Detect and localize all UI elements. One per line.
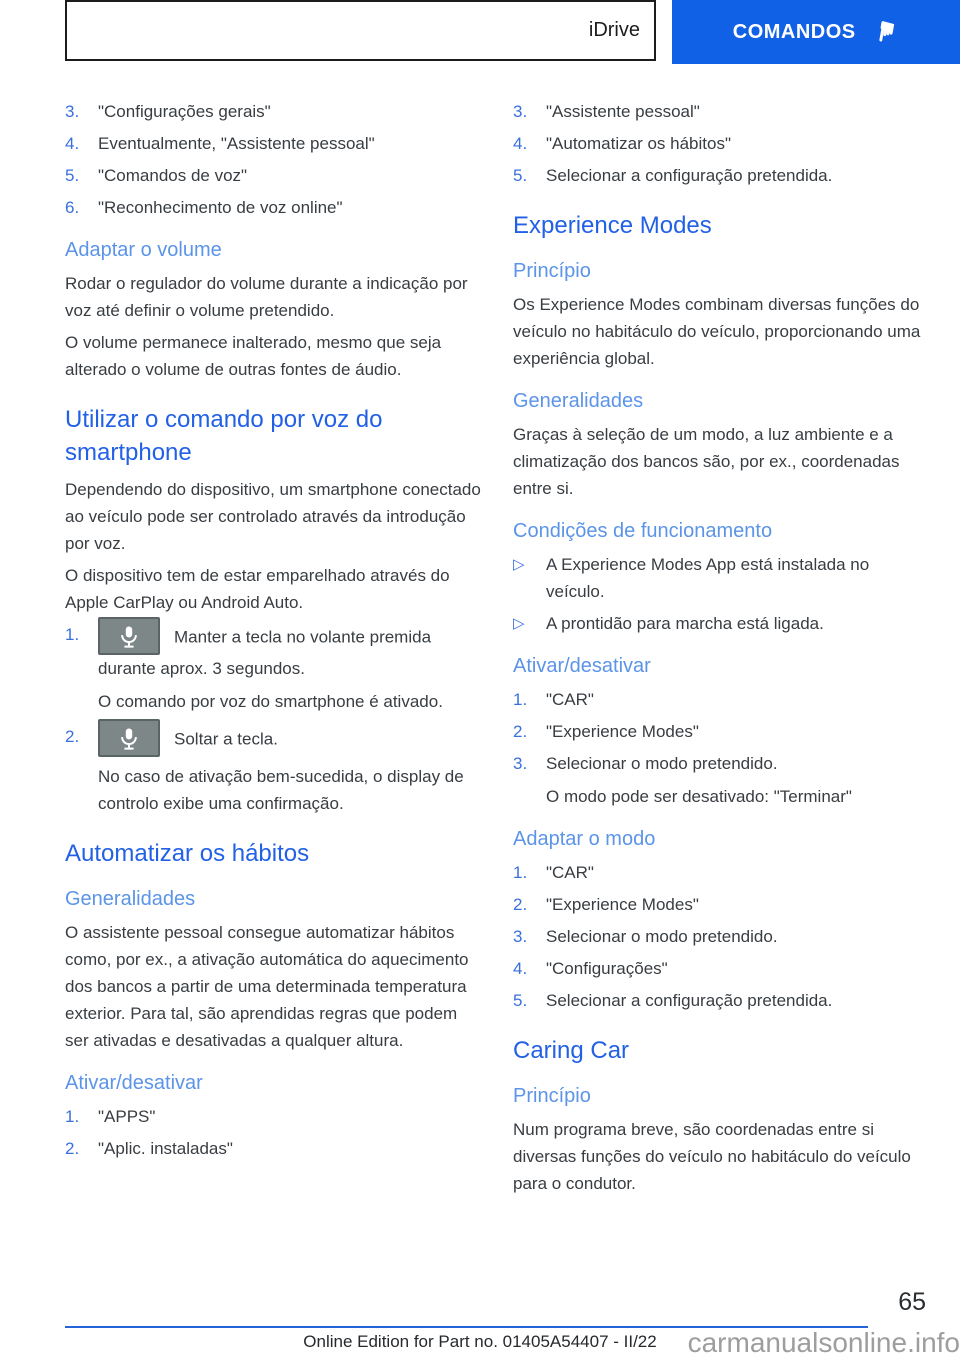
chapter-tab-comandos	[672, 0, 960, 64]
list-item-text: A prontidão para marcha está ligada.	[546, 614, 824, 633]
hand-pointer-down-icon: ☚	[868, 16, 904, 48]
list-item	[65, 621, 481, 715]
list-number: 1.	[513, 690, 528, 709]
list-item	[65, 130, 481, 157]
list-number: 2.	[513, 722, 528, 741]
list-number: 4.	[513, 134, 528, 153]
list-item-text: Selecionar a configuração pretendida.	[546, 991, 833, 1010]
triangle-bullet-icon: ▷	[513, 556, 525, 573]
list-number: 1.	[65, 625, 80, 644]
list-item	[65, 723, 481, 817]
list-number: 2.	[65, 727, 80, 746]
list-item	[513, 955, 931, 982]
paragraph: Num programa breve, são coordenadas entre si diversas funções do veículo no habitáculo do veículo para o condutor.	[513, 1120, 911, 1193]
list-item	[513, 891, 931, 918]
list-number: 3.	[65, 102, 80, 121]
list-item-text: "Automatizar os hábitos"	[546, 134, 731, 153]
subsection-heading: Ativar/desativar	[65, 1072, 203, 1094]
list-item-text: "Aplic. instaladas"	[98, 1139, 233, 1158]
list-number: 4.	[513, 959, 528, 978]
triangle-bullet-icon: ▷	[513, 615, 525, 632]
page-number: 65	[898, 1288, 926, 1316]
list-item-text: "APPS"	[98, 1107, 156, 1126]
list-item-text: "Comandos de voz"	[98, 166, 248, 185]
list-item	[65, 194, 481, 221]
list-item	[65, 1103, 481, 1130]
chapter-tab-label: COMANDOS	[732, 20, 856, 43]
list-item	[513, 98, 931, 125]
list-number: 3.	[513, 754, 528, 773]
subsection-heading: Adaptar o modo	[513, 828, 656, 850]
list-item	[513, 610, 931, 637]
list-item-text: "CAR"	[546, 863, 594, 882]
numbered-list	[513, 859, 931, 1014]
list-item-text: Selecionar o modo pretendido.	[546, 927, 778, 946]
list-item-text: "Experience Modes"	[546, 722, 699, 741]
list-item-text: "Configurações gerais"	[98, 102, 271, 121]
list-number: 2.	[65, 1139, 80, 1158]
numbered-list	[513, 98, 931, 189]
numbered-list	[513, 686, 931, 810]
section-heading: Caring Car	[513, 1037, 630, 1064]
paragraph: Os Experience Modes combinam diversas funções do veículo no habitáculo do veículo, proporcionando uma experiência global.	[513, 295, 921, 368]
list-number: 3.	[513, 102, 528, 121]
section-heading: Experience Modes	[513, 212, 712, 239]
subsection-heading: Generalidades	[513, 390, 644, 412]
list-item	[513, 686, 931, 713]
list-item-text: Selecionar o modo pretendido.	[546, 754, 778, 773]
list-item-text: Eventualmente, "Assistente pessoal"	[98, 134, 375, 153]
list-item-text: A Experience Modes App está instalada no veículo.	[546, 555, 870, 601]
header-left-label: iDrive	[588, 19, 640, 41]
list-number: 5.	[513, 991, 528, 1010]
list-item-text: Manter a tecla no volante premida durante aprox. 3 segundos.	[98, 627, 432, 678]
list-item	[513, 162, 931, 189]
paragraph: Dependendo do dispositivo, um smartphone conectado ao veículo pode ser controlado através da introdução por voz.	[65, 480, 481, 553]
list-item	[65, 98, 481, 125]
list-number: 5.	[65, 166, 80, 185]
list-item	[513, 750, 931, 810]
list-item-text: "Configurações"	[546, 959, 668, 978]
watermark-text: carmanualsonline.info	[687, 1327, 960, 1358]
list-number: 5.	[513, 166, 528, 185]
header-idrive-box	[65, 0, 656, 61]
right-column	[513, 98, 931, 1202]
list-item	[513, 718, 931, 745]
list-item-text: "Experience Modes"	[546, 895, 699, 914]
list-item	[513, 130, 931, 157]
list-item-text: Selecionar a configuração pretendida.	[546, 166, 833, 185]
list-item	[65, 1135, 481, 1162]
list-item	[513, 987, 931, 1014]
voice-button-icon	[98, 719, 160, 757]
paragraph: Graças à seleção de um modo, a luz ambiente e a climatização dos bancos são, por ex., coordenadas entre si.	[513, 425, 900, 498]
list-number: 1.	[513, 863, 528, 882]
list-item-text: "Assistente pessoal"	[546, 102, 700, 121]
paragraph: O dispositivo tem de estar emparelhado através do Apple CarPlay ou Android Auto.	[65, 566, 450, 612]
numbered-list	[65, 98, 481, 221]
list-number: 3.	[513, 927, 528, 946]
subsection-heading: Ativar/desativar	[513, 655, 651, 677]
list-item	[513, 551, 931, 605]
list-item-note: No caso de ativação bem-sucedida, o display de controlo exibe uma confirmação.	[98, 767, 464, 813]
paragraph: O volume permanece inalterado, mesmo que seja alterado o volume de outras fontes de áudio.	[65, 333, 442, 379]
bullet-list	[513, 551, 931, 637]
paragraph: Rodar o regulador do volume durante a indicação por voz até definir o volume pretendido.	[65, 274, 468, 320]
numbered-list	[65, 621, 481, 817]
section-heading: Automatizar os hábitos	[65, 840, 310, 867]
microphone-icon	[118, 625, 140, 649]
list-item	[513, 859, 931, 886]
footer-edition-line: Online Edition for Part no. 01405A54407 - II/22	[303, 1332, 657, 1351]
numbered-list	[65, 1103, 481, 1162]
list-item	[513, 923, 931, 950]
subsection-heading: Adaptar o volume	[65, 239, 222, 261]
list-item	[65, 162, 481, 189]
left-column	[65, 98, 481, 1167]
list-item-text: "CAR"	[546, 690, 594, 709]
list-number: 6.	[65, 198, 80, 217]
subsection-heading: Generalidades	[65, 888, 196, 910]
paragraph: O assistente pessoal consegue automatizar hábitos como, por ex., a ativação automática do aquecimento dos bancos a partir de uma determinada temperatura exterior. Para tal, são aprendidas regras que podem ser ativadas e desativadas a qualquer altura.	[65, 923, 469, 1050]
subsection-heading: Princípio	[513, 260, 591, 282]
section-heading: Utilizar o comando por voz do smartphone	[65, 406, 383, 466]
list-item-text: "Reconhecimento de voz online"	[98, 198, 343, 217]
list-item-note: O modo pode ser desativado: "Terminar"	[546, 787, 852, 806]
list-item-note: O comando por voz do smartphone é ativado.	[98, 692, 443, 711]
subsection-heading: Condições de funcionamento	[513, 520, 773, 542]
list-number: 2.	[513, 895, 528, 914]
list-number: 1.	[65, 1107, 80, 1126]
list-number: 4.	[65, 134, 80, 153]
subsection-heading: Princípio	[513, 1085, 591, 1107]
list-item-text: Soltar a tecla.	[174, 729, 278, 749]
voice-button-icon	[98, 617, 160, 655]
microphone-icon	[118, 727, 140, 751]
